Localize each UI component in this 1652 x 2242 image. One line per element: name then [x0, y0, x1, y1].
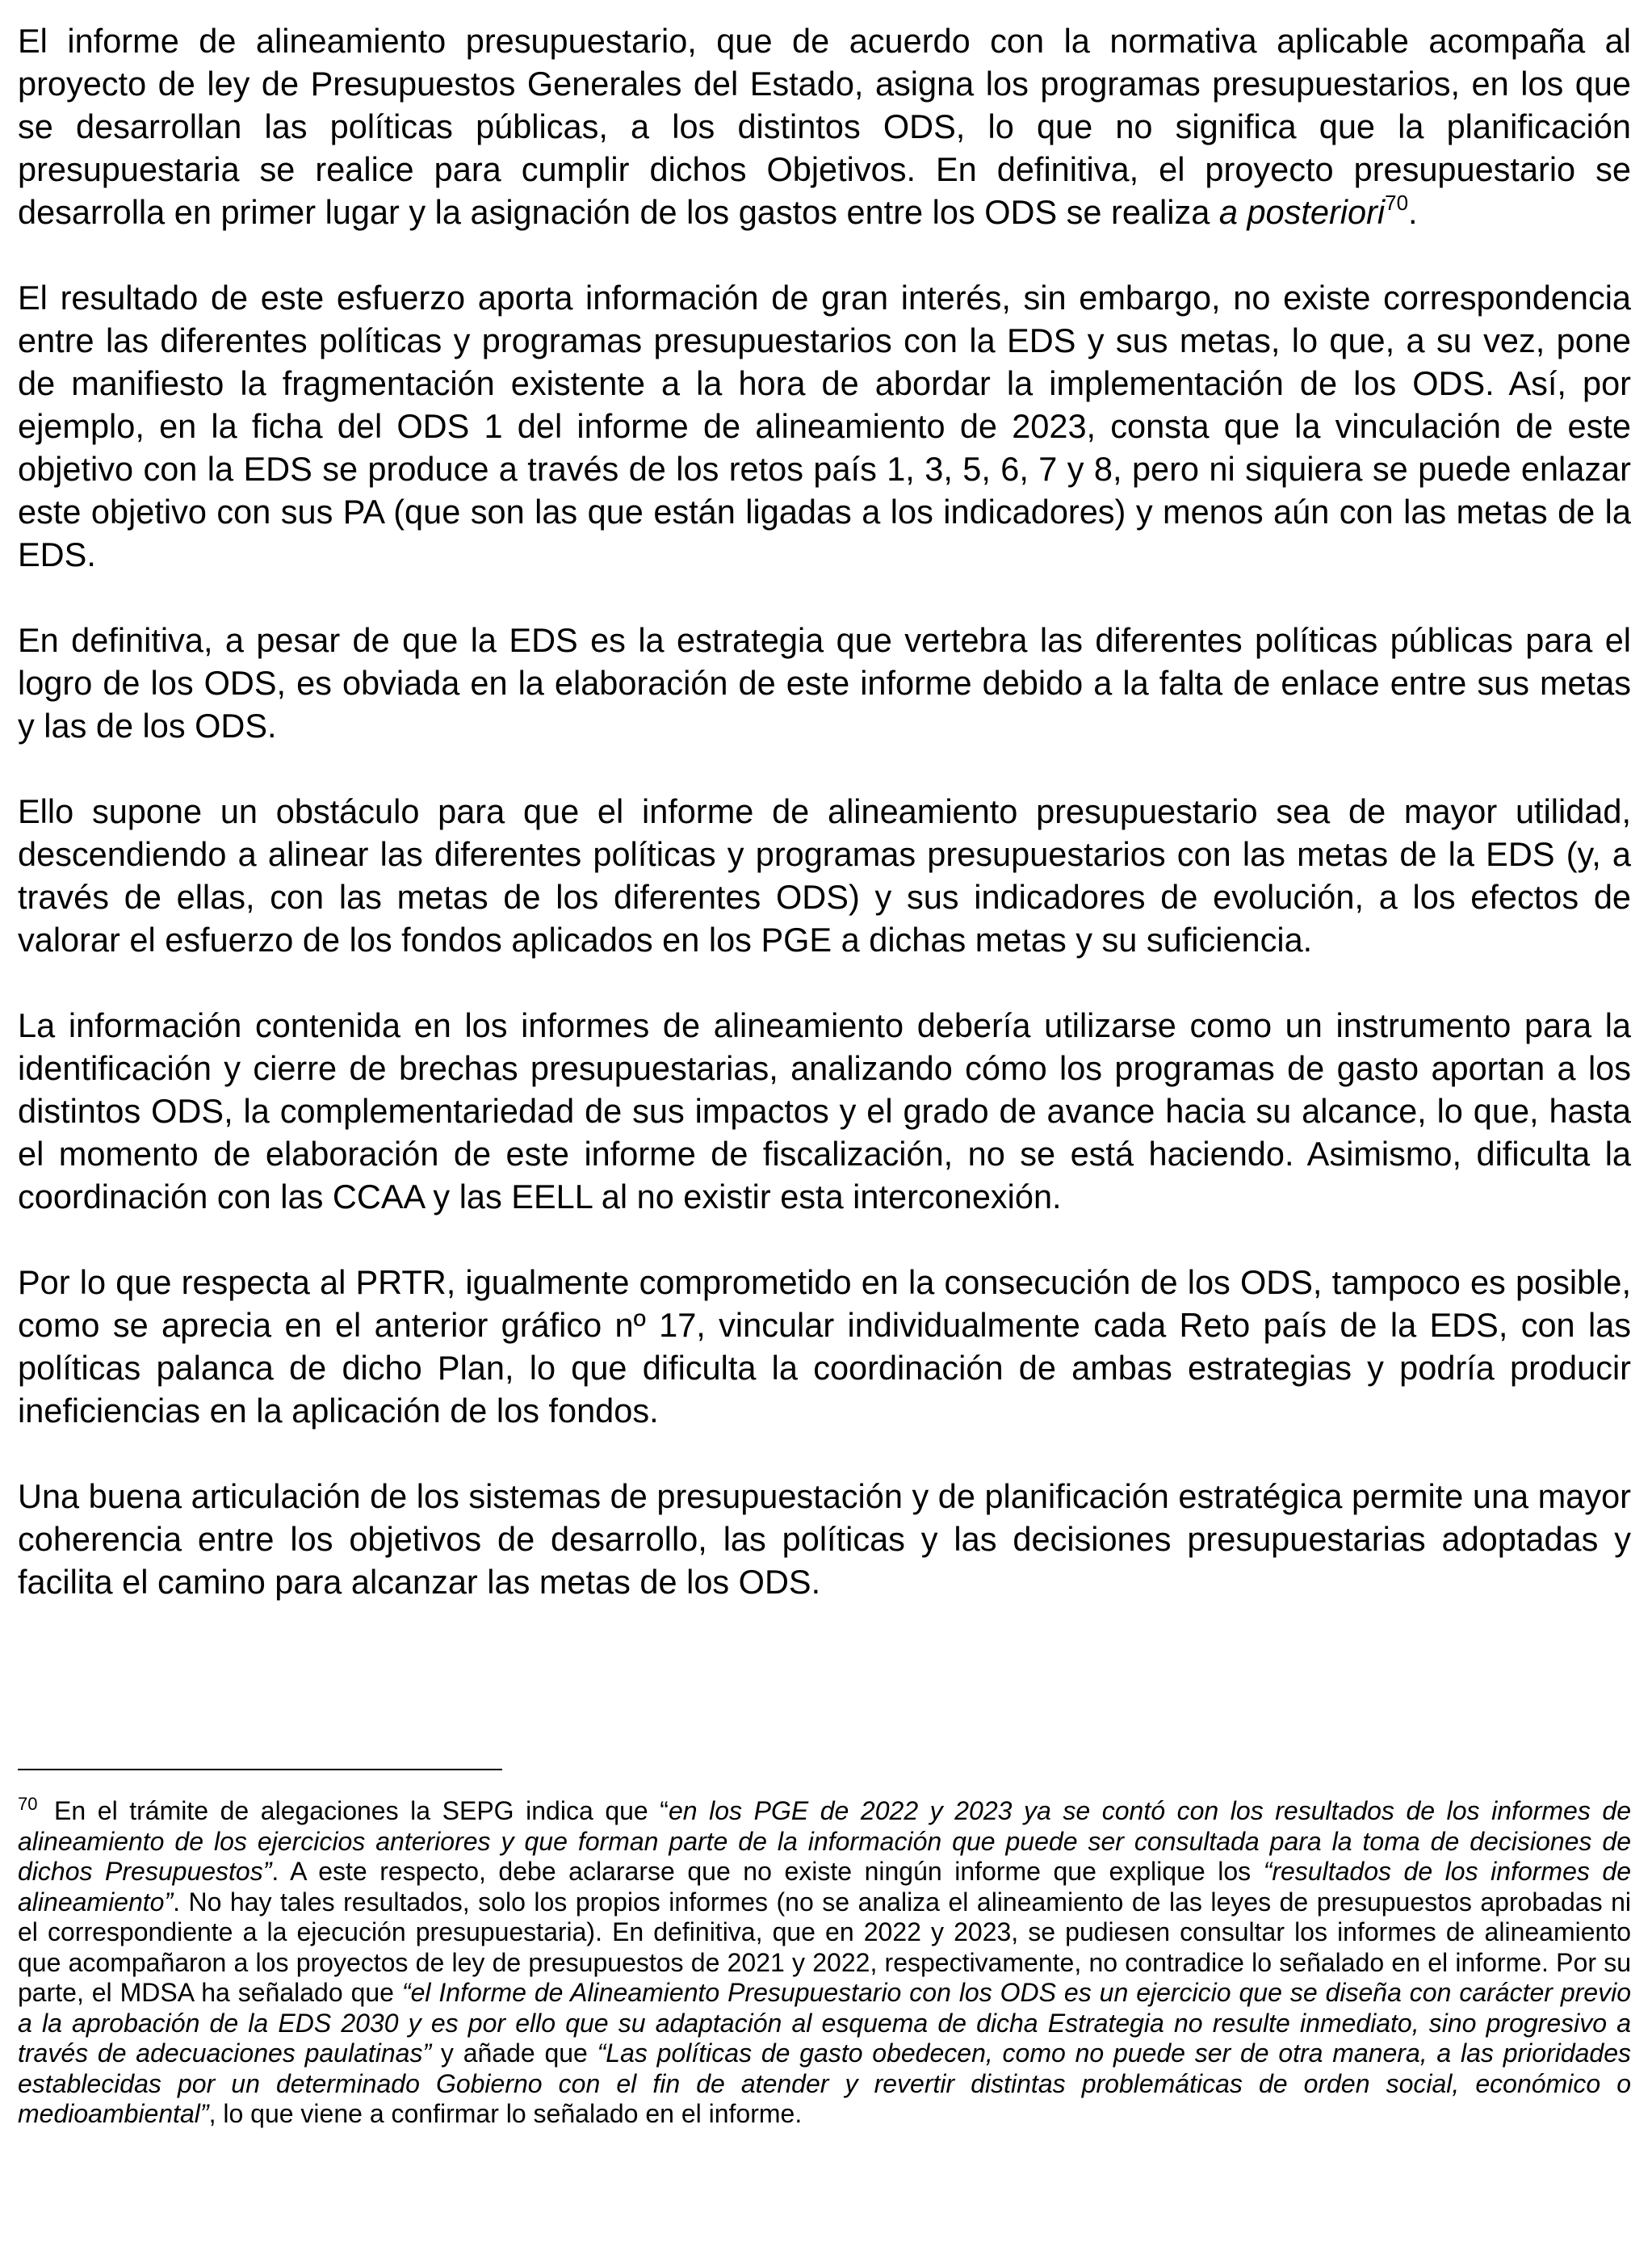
- footnote-segment-8: “Las políticas de gasto obedecen, como no puede ser de otra manera, a las prioridades establecidas por un determinado Gobierno con el fin de atender y revertir distintas problemáticas de orden social, económico o medioambiental”: [18, 2038, 1632, 2128]
- footnote-separator: [18, 1769, 502, 1770]
- footnote-segment-1: En el trámite de alegaciones la SEPG indica que “: [42, 1796, 669, 1825]
- paragraph-7: Una buena articulación de los sistemas de presupuestación y de planificación estratégica permite una mayor coherencia entre los objetivos de desarrollo, las políticas y las decisiones presupuestarias adoptadas y facilita el camino para alcanzar las metas de los ODS.: [18, 1477, 1631, 1601]
- document-body: [18, 19, 1631, 1603]
- paragraph-6: Por lo que respecta al PRTR, igualmente comprometido en la consecución de los ODS, tampoco es posible, como se aprecia en el anterior gráfico nº 17, vincular individualmente cada Reto país de la EDS, con las políticas palanca de dicho Plan, lo que dificulta la coordinación de ambas estrategias y podría producir ineficiencias en la aplicación de los fondos.: [18, 1263, 1631, 1430]
- footnote-segment-9: , lo que viene a confirmar lo señalado en el informe.: [208, 2099, 803, 2128]
- footnote-segment-7: y añade que: [431, 2038, 597, 2068]
- footnote-segment-4: “resultados de los informes de alineamiento”: [18, 1857, 1632, 1917]
- paragraph-5: La información contenida en los informes de alineamiento debería utilizarse como un instrumento para la identificación y cierre de brechas presupuestarias, analizando cómo los programas de gasto aportan a los distintos ODS, la complementariedad de sus impactos y el grado de avance hacia su alcance, lo que, hasta el momento de elaboración de este informe de fiscalización, no se está haciendo. Asimismo, dificulta la coordinación con las CCAA y las EELL al no existir esta interconexión.: [18, 1006, 1631, 1215]
- italic-a-posteriori: a posteriori: [1218, 193, 1386, 231]
- paragraph-4: Ello supone un obstáculo para que el informe de alineamiento presupuestario sea de mayor utilidad, descendiendo a alinear las diferentes políticas y programas presupuestarios con las metas de la EDS (y, a través de ellas, con las metas de los diferentes ODS) y sus indicadores de evolución, a los efectos de valorar el esfuerzo de los fondos aplicados en los PGE a dichas metas y su suficiencia.: [18, 792, 1631, 959]
- footnote-segment-5: . No hay tales resultados, solo los propios informes (no se analiza el alineamiento de las leyes de presupuestos aprobadas ni el correspondiente a la ejecución presupuestaria). En definitiva, que en 2022 y 2023, se pudiesen consultar los informes de alineamiento que acompañaron a los proyectos de ley de presupuestos de 2021 y 2022, respectivamente, no contradice lo señalado en el informe. Por su parte, el MDSA ha señalado que: [18, 1887, 1631, 2007]
- paragraph-3: En definitiva, a pesar de que la EDS es la estrategia que vertebra las diferentes políticas públicas para el logro de los ODS, es obviada en la elaboración de este informe debido a la falta de enlace entre sus metas y las de los ODS.: [18, 621, 1631, 745]
- paragraph-1: El informe de alineamiento presupuestario, que de acuerdo con la normativa aplicable acompaña al proyecto de ley de Presupuestos Generales del Estado, asigna los programas presupuestarios, en los que se desarrollan las políticas públicas, a los distintos ODS, lo que no significa que la planificación presupuestaria se realice para cumplir dichos Objetivos. En definitiva, el proyecto presupuestario se desarrolla en primer lugar y la asignación de los gastos entre los ODS se realiza a posteriori$^{70}$.: [18, 22, 1631, 231]
- footnote-number: 70: [18, 1794, 38, 1815]
- footnote-segment-6: “el Informe de Alineamiento Presupuestario con los ODS es un ejercicio que se diseña con carácter previo a la aprobación de la EDS 2030 y es por ello que su adaptación al esquema de dicha Estrategia no resulte inmediato, sino progresivo a través de adecuaciones paulatinas”: [18, 1978, 1632, 2068]
- footnote-reference-70[interactable]: 70: [1385, 191, 1409, 216]
- paragraph-2: El resultado de este esfuerzo aporta información de gran interés, sin embargo, no existe correspondencia entre las diferentes políticas y programas presupuestarios con la EDS y sus metas, lo que, a su vez, pone de manifiesto la fragmentación existente a la hora de abordar la implementación de los ODS. Así, por ejemplo, en la ficha del ODS 1 del informe de alineamiento de 2023, consta que la vinculación de este objetivo con la EDS se produce a través de los retos país 1, 3, 5, 6, 7 y 8, pero ni siquiera se puede enlazar este objetivo con sus PA (que son las que están ligadas a los indicadores) y menos aún con las metas de la EDS.: [18, 279, 1631, 573]
- footnote-segment-3: . A este respecto, debe aclararse que no existe ningún informe que explique los: [271, 1857, 1264, 1886]
- footnote-70: [18, 1796, 1631, 2130]
- footnote-segment-2: en los PGE de 2022 y 2023 ya se contó con los resultados de los informes de alineamiento de los ejercicios anteriores y que forman parte de la información que puede ser consultada para la toma de decisiones de dichos Presupuestos”: [18, 1796, 1632, 1886]
